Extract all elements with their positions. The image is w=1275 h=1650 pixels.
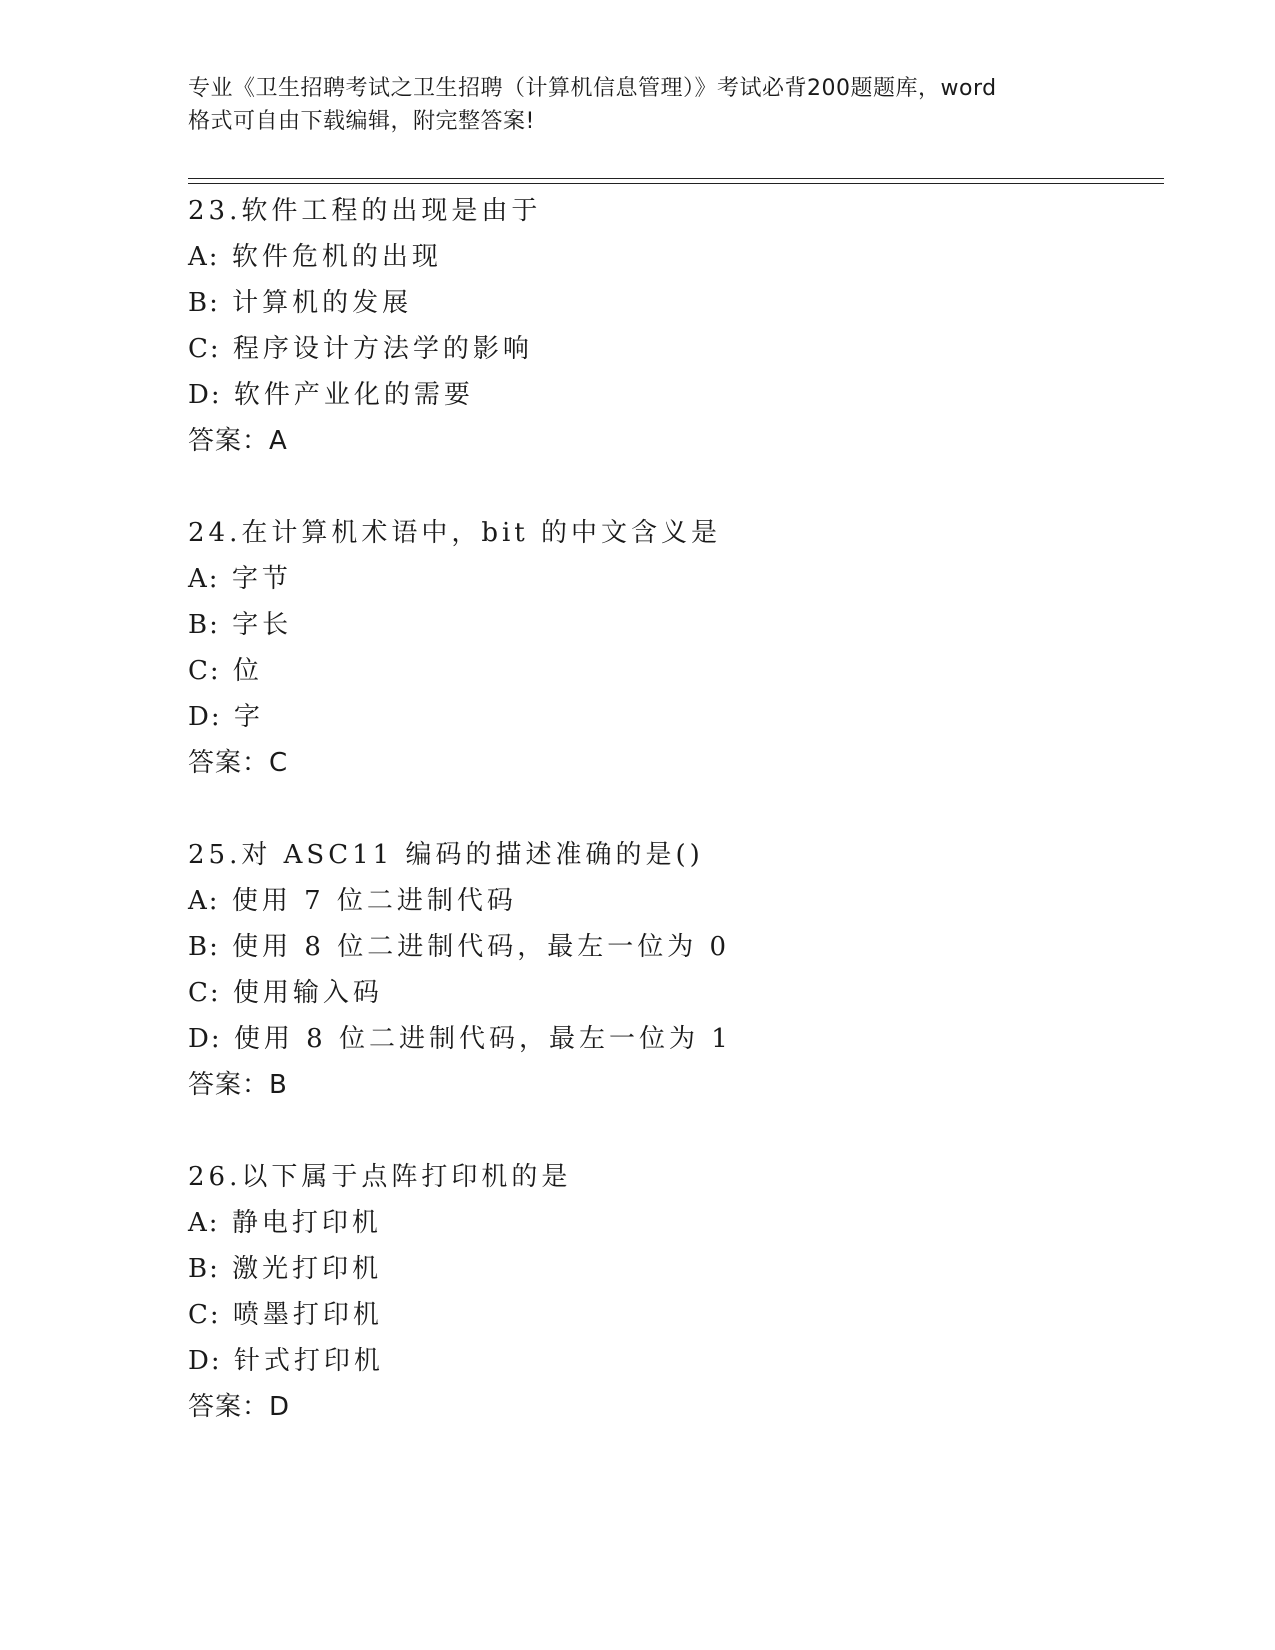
option-d bbox=[188, 372, 1148, 418]
question-stem: 24.在计算机术语中，bit 的中文含义是 bbox=[188, 518, 722, 548]
option-text: 字 bbox=[233, 702, 264, 732]
option-text: 软件危机的出现 bbox=[231, 242, 442, 272]
document-header bbox=[188, 72, 1088, 138]
option-d bbox=[188, 1016, 1148, 1062]
option-label: C: bbox=[188, 334, 221, 364]
option-a bbox=[188, 556, 1148, 602]
option-label: D: bbox=[188, 702, 222, 732]
option-a bbox=[188, 234, 1148, 280]
option-label: A: bbox=[188, 564, 220, 594]
option-label: C: bbox=[188, 656, 221, 686]
option-label: D: bbox=[188, 380, 222, 410]
option-label: A: bbox=[188, 886, 220, 916]
header-divider-top bbox=[188, 178, 1164, 179]
option-text: 使用输入码 bbox=[232, 978, 383, 1008]
answer-line: 答案：B bbox=[188, 1070, 288, 1100]
question-list bbox=[188, 188, 1148, 1476]
option-label: A: bbox=[188, 242, 220, 272]
option-text: 字长 bbox=[232, 610, 293, 640]
option-d bbox=[188, 694, 1148, 740]
option-label: D: bbox=[188, 1346, 222, 1376]
header-divider-bottom bbox=[188, 183, 1164, 184]
option-text: 软件产业化的需要 bbox=[233, 380, 474, 410]
option-text: 程序设计方法学的影响 bbox=[232, 334, 533, 364]
option-b bbox=[188, 1246, 1148, 1292]
option-text: 计算机的发展 bbox=[232, 288, 413, 318]
option-text: 针式打印机 bbox=[233, 1346, 384, 1376]
question-stem: 26.以下属于点阵打印机的是 bbox=[188, 1162, 572, 1192]
option-label: B: bbox=[188, 610, 220, 640]
option-label: A: bbox=[188, 1208, 220, 1238]
option-label: B: bbox=[188, 1254, 220, 1284]
question-23 bbox=[188, 188, 1148, 464]
option-c bbox=[188, 648, 1148, 694]
option-label: D: bbox=[188, 1024, 222, 1054]
option-label: B: bbox=[188, 932, 220, 962]
option-label: C: bbox=[188, 978, 221, 1008]
option-a bbox=[188, 878, 1148, 924]
option-b bbox=[188, 602, 1148, 648]
answer-line: 答案：C bbox=[188, 748, 289, 778]
answer-line: 答案：D bbox=[188, 1392, 291, 1422]
question-stem: 23.软件工程的出现是由于 bbox=[188, 196, 542, 226]
option-text: 激光打印机 bbox=[232, 1254, 383, 1284]
option-text: 位 bbox=[232, 656, 263, 686]
option-b bbox=[188, 924, 1148, 970]
option-label: B: bbox=[188, 288, 220, 318]
question-24 bbox=[188, 510, 1148, 786]
option-text: 使用 8 位二进制代码，最左一位为 0 bbox=[232, 932, 731, 962]
option-c bbox=[188, 970, 1148, 1016]
option-c bbox=[188, 1292, 1148, 1338]
option-c bbox=[188, 326, 1148, 372]
header-line-2: 格式可自由下载编辑，附完整答案! bbox=[188, 109, 535, 134]
option-d bbox=[188, 1338, 1148, 1384]
answer-line: 答案：A bbox=[188, 426, 288, 456]
option-a bbox=[188, 1200, 1148, 1246]
option-text: 使用 8 位二进制代码，最左一位为 1 bbox=[233, 1024, 732, 1054]
option-text: 字节 bbox=[231, 564, 292, 594]
header-line-1: 专业《卫生招聘考试之卫生招聘（计算机信息管理）》考试必背200题题库，word bbox=[188, 76, 997, 101]
option-text: 使用 7 位二进制代码 bbox=[231, 886, 517, 916]
question-26 bbox=[188, 1154, 1148, 1430]
option-b bbox=[188, 280, 1148, 326]
question-stem: 25.对 ASC11 编码的描述准确的是() bbox=[188, 840, 704, 870]
option-label: C: bbox=[188, 1300, 221, 1330]
option-text: 喷墨打印机 bbox=[232, 1300, 383, 1330]
question-25 bbox=[188, 832, 1148, 1108]
option-text: 静电打印机 bbox=[231, 1208, 382, 1238]
